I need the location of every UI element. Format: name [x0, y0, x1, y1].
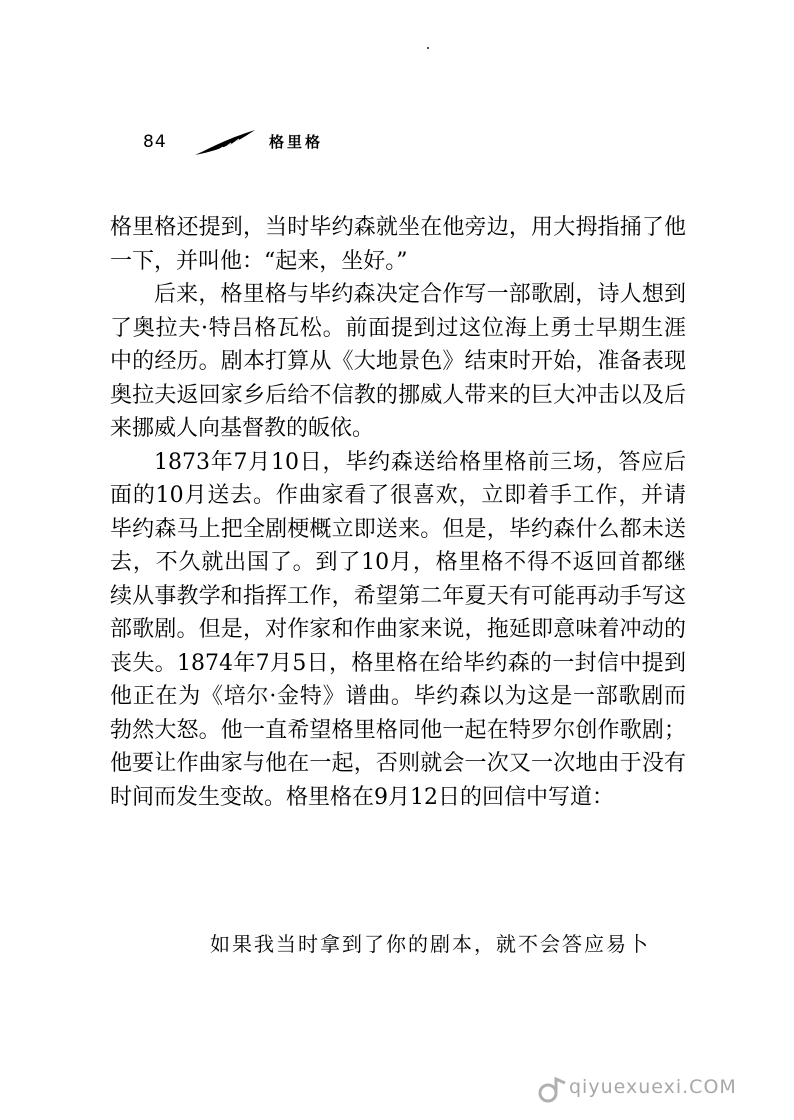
paragraph: 格里格还提到，当时毕约森就坐在他旁边，用大拇指捅了他一下，并叫他：“起来，坐好。”	[110, 215, 686, 274]
paragraph: 后来，格里格与毕约森决定合作写一部歌剧，诗人想到了奥拉夫·特吕格瓦松。前面提到过这位海上勇士早期生涯中的经历。剧本打算从《大地景色》结束时开始，准备表现奥拉夫返回家乡后给不信教的挪威人带来的巨大冲击以及后来挪威人向基督教的皈依。	[110, 282, 686, 441]
site-watermark	[537, 1073, 787, 1105]
watermark-logo-icon	[537, 1077, 567, 1103]
paragraph: 1873年7月10日，毕约森送给格里格前三场，答应后面的10月送去。作曲家看了很喜欢，立即着手工作，并请毕约森马上把全剧梗概立即送来。但是，毕约森什么都未送去，不久就出国了。到了10月，格里格不得不返回首都继续从事教学和指挥工作，希望第二年夏天有可能再动手写这部歌剧。但是，对作家和作曲家来说，拖延即意味着冲动的丧失。1874年7月5日，格里格在给毕约森的一封信中提到他正在为《培尔·金特》谱曲。毕约森以为这是一部歌剧而勃然大怒。他一直希望格里格同他一起在特罗尔创作歌剧；他要让作曲家与他在一起，否则就会一次又一次地由于没有时间而发生变故。格里格在9月12日的回信中写道：	[110, 449, 686, 810]
page-number: 84	[143, 132, 167, 152]
page-speck	[427, 47, 429, 49]
watermark-text: qiyuexuexi.COM	[569, 1076, 737, 1098]
body-text	[110, 211, 686, 814]
running-title: 格里格	[269, 133, 324, 151]
quill-feather-icon	[193, 128, 257, 158]
block-quote: 如果我当时拿到了你的剧本，就不会答应易卜	[210, 932, 650, 956]
